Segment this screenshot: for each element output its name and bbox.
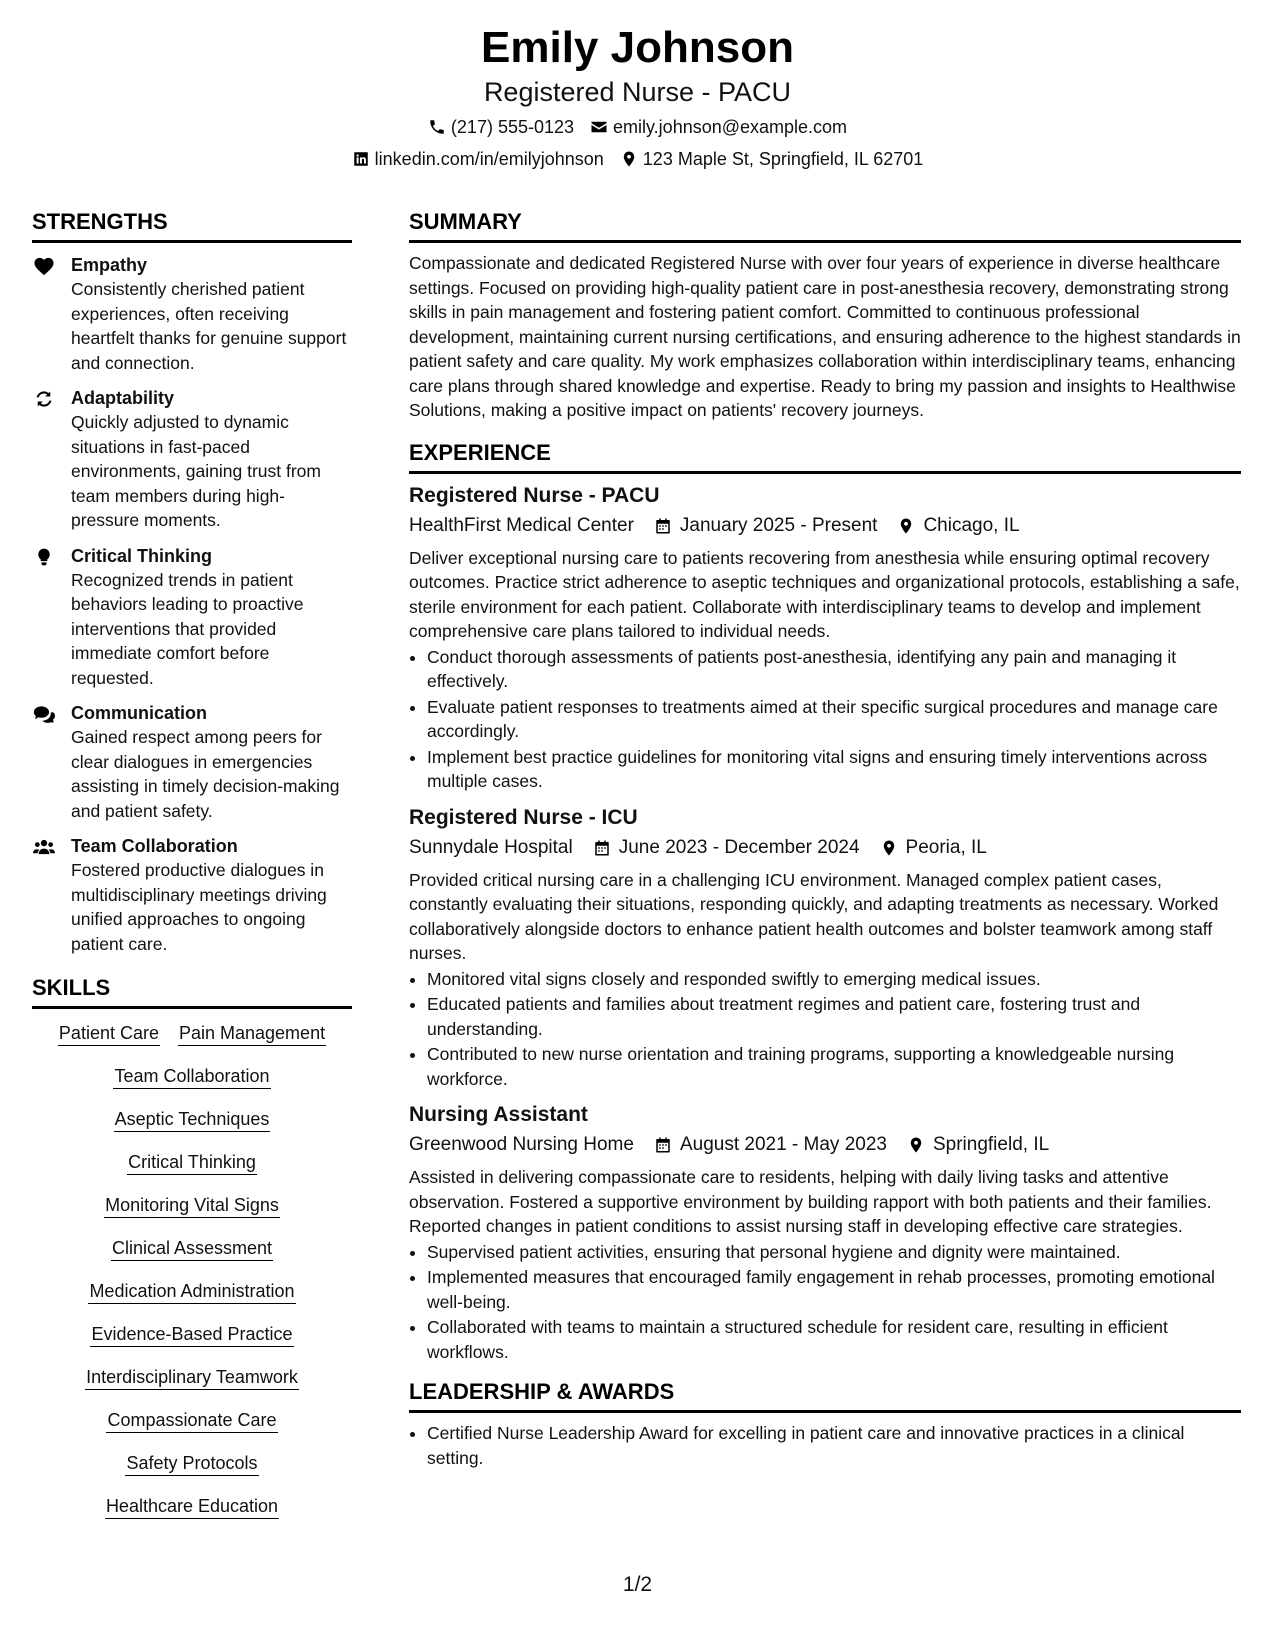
skill-tag: Pain Management [178,1021,326,1046]
contact-row-1 [0,115,1275,139]
skill-tag: Monitoring Vital Signs [104,1193,280,1218]
job-description: Deliver exceptional nursing care to patients recovering from anesthesia while ensuring optimal recovery outcomes. Practice strict adherence to aseptic techniques and organizational protocols, establishing a safe, sterile environment for each patient. Collaborate with interdisciplinary teams to develop and implement comprehensive care plans tailored to individual needs. [409,547,1240,641]
strength-desc: Consistently cherished patient experiences, often receiving heartfelt thanks for genuine support and connection. [71,279,347,373]
job-entry [409,1101,1241,1364]
company-name: Sunnydale Hospital [409,836,573,858]
strength-title: Adaptability [71,388,175,408]
skill-row [32,1322,352,1347]
linkedin-icon [352,150,370,168]
skill-row [32,1064,352,1089]
skill-row [32,1451,352,1476]
job-location: Springfield, IL [932,1134,1050,1155]
email-text[interactable]: emily.johnson@example.com [613,117,848,137]
skill-tag: Patient Care [58,1021,160,1046]
job-meta [409,834,1241,862]
skill-tag: Team Collaboration [113,1064,270,1089]
strength-item-adaptability [32,386,352,533]
linkedin-contact[interactable] [352,147,604,171]
candidate-name: Emily Johnson [481,23,794,72]
strength-title: Team Collaboration [71,836,238,856]
skill-row [32,1107,352,1132]
bullet-item: • Conduct thorough assessments of patients post-anesthesia, identifying any pain and managing it effectively. [427,645,1241,694]
chat-bubbles-icon [33,704,55,724]
bullet-item: • Educated patients and families about treatment regimes and patient care, fostering trust and understanding. [427,992,1241,1041]
skill-row [32,1021,352,1046]
users-icon [33,837,55,857]
map-pin-icon [907,1136,925,1154]
job-entry [409,482,1241,794]
skill-row [32,1408,352,1433]
strength-desc: Quickly adjusted to dynamic situations in fast-paced environments, gaining trust from team members during high-pressure moments. [71,412,321,530]
heart-icon [33,256,55,276]
strength-item-critical-thinking [32,544,352,691]
job-dates: June 2023 - December 2024 [618,836,860,858]
job-description: Provided critical nursing care in a challenging ICU environment. Managed complex patient cases, constantly evaluating their situations, responding quickly, and adapting treatments as necessary. Worked collaboratively alongside doctors to enhance patient health outcomes and bolster teamwork among staff nurses. [409,869,1219,963]
resume-header [0,20,1275,171]
job-meta [409,512,1241,540]
address-text: 123 Maple St, Springfield, IL 62701 [642,149,924,169]
skill-row [32,1150,352,1175]
candidate-role: Registered Nurse - PACU [483,77,792,107]
bullet-item: • Supervised patient activities, ensuring that personal hygiene and dignity were maintained. [427,1240,1241,1265]
company-name: Greenwood Nursing Home [409,1134,634,1155]
bullet-item: • Contributed to new nurse orientation and training programs, supporting a knowledgeable nursing workforce. [427,1042,1241,1091]
calendar-icon [593,839,611,857]
skills-list [32,1021,352,1519]
job-title: Registered Nurse - PACU [409,483,660,507]
bullet-item: • Evaluate patient responses to treatments aimed at their specific surgical procedures and manage care accordingly. [427,695,1241,744]
skill-tag: Evidence-Based Practice [90,1322,293,1347]
strength-desc: Recognized trends in patient behaviors leading to proactive interventions that provided immediate comfort before requested. [71,569,304,688]
strength-title: Critical Thinking [71,545,213,566]
bullet-item: • Implement best practice guidelines for monitoring vital signs and ensuring timely interventions across multiple cases. [427,745,1241,794]
bullet-item: • Collaborated with teams to maintain a structured schedule for resident care, resulting in efficient workflows. [427,1315,1241,1364]
job-title: Registered Nurse - ICU [409,805,638,829]
experience-heading: EXPERIENCE [409,439,1241,474]
strength-item-empathy [32,253,352,375]
job-location: Peoria, IL [905,836,987,858]
phone-text: (217) 555-0123 [450,117,575,137]
page-number: 1/2 [622,1573,653,1596]
bullet-item: • Monitored vital signs closely and responded swiftly to emerging medical issues. [427,967,1241,992]
job-location: Chicago, IL [923,514,1020,536]
job-dates: January 2025 - Present [679,514,878,536]
envelope-icon [590,118,608,136]
skill-tag: Healthcare Education [105,1494,279,1519]
summary-text: Compassionate and dedicated Registered Nurse with over four years of experience in diverse healthcare settings. Focused on providing high-quality patient care in post-anesthesia recovery, demonstrating strong skills in pain management and fostering patient comfort. Committed to continuous professional development, maintaining current nursing certifications, and ensuring adherence to the highest standards in patient safety and care quality. My work emphasizes collaboration within interdisciplinary teams, enhancing care plans through shared knowledge and expertise. Ready to bring my passion and insights to Healthwise Solutions, making a positive impact on patients' recovery journeys. [409,253,1241,420]
phone-icon [428,118,446,136]
strength-title: Communication [71,703,208,723]
right-column [409,208,1241,1470]
skill-tag: Medication Administration [88,1279,295,1304]
skill-tag: Clinical Assessment [111,1236,273,1261]
skill-row [32,1365,352,1390]
map-pin-icon [897,517,915,535]
experience-section [409,439,1241,1365]
address-contact [620,147,924,171]
email-contact[interactable] [590,115,847,139]
strength-title: Empathy [71,255,148,275]
calendar-icon [654,517,672,535]
skill-row [32,1193,352,1218]
skills-heading: SKILLS [32,974,352,1009]
job-entry [409,804,1241,1092]
job-bullets [409,1240,1241,1365]
strengths-list [32,253,352,956]
calendar-icon [654,1136,672,1154]
strength-item-communication [32,701,352,823]
job-dates: August 2021 - May 2023 [679,1134,887,1155]
contact-row-2 [0,147,1275,171]
map-pin-icon [880,839,898,857]
skill-tag: Compassionate Care [106,1408,277,1433]
strength-item-team-collaboration [32,834,352,956]
skill-tag: Interdisciplinary Teamwork [85,1365,299,1390]
company-name: HealthFirst Medical Center [409,514,634,536]
job-bullets [409,645,1241,794]
job-meta [409,1131,1241,1159]
left-column [32,208,352,1537]
map-pin-icon [620,150,638,168]
bullet-item: • Implemented measures that encouraged family engagement in rehab processes, promoting emotional well-being. [427,1265,1241,1314]
skill-row [32,1279,352,1304]
strength-desc: Gained respect among peers for clear dialogues in emergencies assisting in timely decision-making and patient safety. [71,727,340,821]
skill-row [32,1494,352,1519]
lightbulb-icon [33,547,55,567]
skill-tag: Aseptic Techniques [114,1107,271,1132]
strengths-heading: STRENGTHS [32,208,352,243]
skill-tag: Safety Protocols [125,1451,258,1476]
skill-row [32,1236,352,1261]
summary-heading: SUMMARY [409,208,1241,243]
phone-contact [428,115,574,139]
job-title: Nursing Assistant [409,1103,588,1126]
refresh-icon [33,389,55,409]
skill-tag: Critical Thinking [127,1150,257,1175]
strength-desc: Fostered productive dialogues in multidisciplinary meetings driving unified approaches to ongoing patient care. [71,860,327,954]
leadership-section [409,1378,1241,1470]
linkedin-text[interactable]: linkedin.com/in/emilyjohnson [374,149,604,169]
job-description: Assisted in delivering compassionate care to residents, helping with daily living tasks and attentive observation. Fostered a supportive environment by building rapport with both patients and their families. Reported changes in patient conditions to assist nursing staff in developing effective care strategies. [409,1167,1212,1236]
job-bullets [409,967,1241,1092]
leadership-heading: LEADERSHIP & AWARDS [409,1378,1241,1413]
leadership-bullets [409,1421,1241,1470]
award-item: • Certified Nurse Leadership Award for excelling in patient care and innovative practices in a clinical setting. [427,1421,1241,1470]
